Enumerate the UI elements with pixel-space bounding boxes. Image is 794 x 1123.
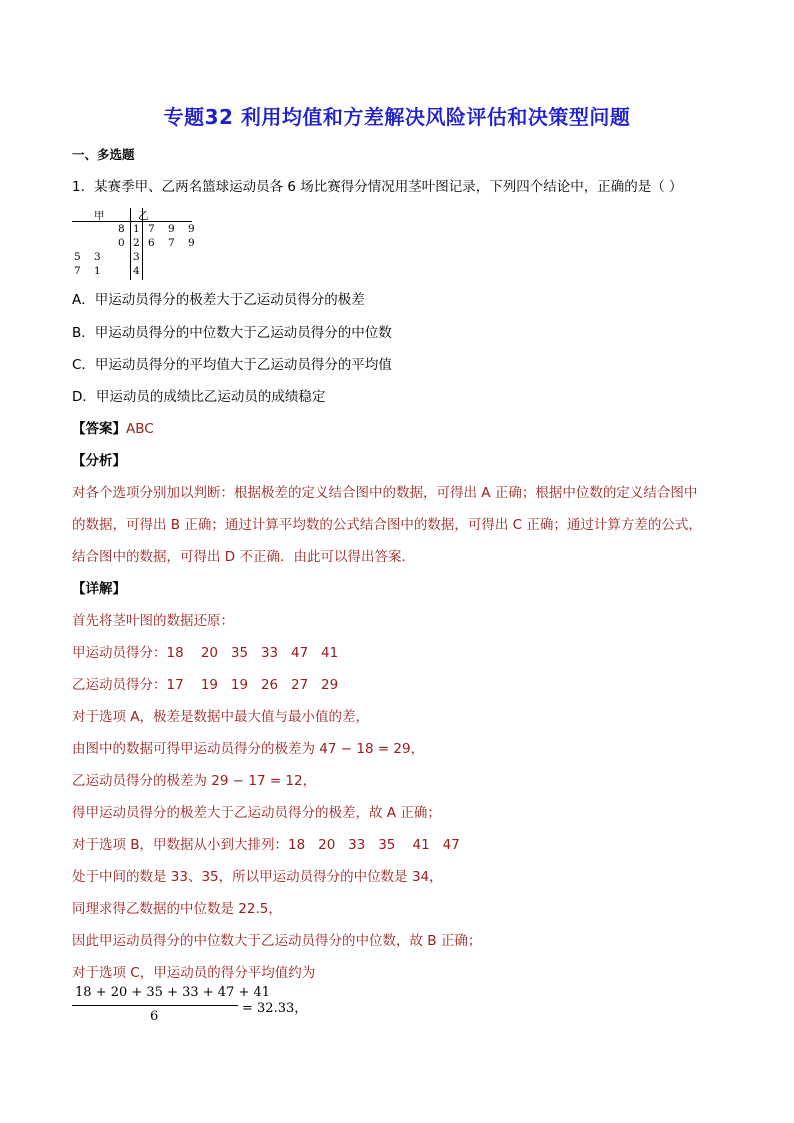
fraction-result: = 32.33， — [242, 1001, 308, 1016]
page-title: 专题32 利用均值和方差解决风险评估和决策型问题 — [163, 105, 631, 129]
stem-leaf-left: 5 3 — [74, 251, 101, 263]
stem-leaf-right: 7 9 9 — [148, 223, 195, 235]
detail-line: 甲运动员得分：18 20 35 33 47 41 — [72, 645, 339, 661]
stem-leaf-stem: 3 — [133, 251, 140, 263]
option-c: C．甲运动员得分的平均值大于乙运动员得分的平均值 — [72, 357, 392, 373]
stem-leaf-left: 0 — [118, 237, 125, 249]
answer-line — [72, 419, 154, 439]
option-b: B．甲运动员得分的中位数大于乙运动员得分的中位数 — [72, 325, 392, 341]
detail-line: 乙运动员得分：17 19 19 26 27 29 — [72, 677, 339, 693]
stem-leaf-right: 6 7 9 — [148, 237, 195, 249]
stem-leaf-stem: 2 — [133, 237, 140, 249]
detail-line: 对于选项 A，极差是数据中最大值与最小值的差， — [72, 709, 370, 725]
fraction-bar — [72, 1005, 238, 1006]
stem-leaf-head-left: 甲 — [94, 210, 105, 222]
detail-line: 乙运动员得分的极差为 29 − 17 = 12， — [72, 773, 317, 789]
analysis-line: 对各个选项分别加以判断：根据极差的定义结合图中的数据，可得出 A 正确；根据中位数的定义结合图中 — [72, 485, 698, 501]
analysis-line: 的数据，可得出 B 正确；通过计算平均数的公式结合图中的数据，可得出 C 正确；通过计算方差的公式， — [72, 517, 702, 533]
stem-leaf-left: 8 — [118, 223, 125, 235]
stem-leaf-divider-left — [130, 208, 131, 280]
fraction-numerator: 18 + 20 + 35 + 33 + 47 + 41 — [75, 985, 271, 1000]
stem-leaf-stem: 4 — [133, 265, 140, 277]
analysis-label: 【分析】 — [72, 453, 126, 469]
option-d: D．甲运动员的成绩比乙运动员的成绩稳定 — [72, 389, 326, 405]
detail-line: 对于选项 C，甲运动员的得分平均值约为 — [72, 965, 316, 981]
detail-line: 同理求得乙数据的中位数是 22.5， — [72, 901, 282, 917]
stem-leaf-header-rule — [72, 208, 192, 222]
stem-leaf-stem: 1 — [133, 223, 140, 235]
section-heading: 一、多选题 — [72, 147, 135, 162]
stem-leaf-plot — [72, 208, 202, 280]
detail-line: 处于中间的数是 33、35，所以甲运动员得分的中位数是 34， — [72, 869, 443, 885]
analysis-line: 结合图中的数据，可得出 D 不正确．由此可以得出答案． — [72, 549, 415, 565]
detail-line: 对于选项 B，甲数据从小到大排列：18 20 33 35 41 47 — [72, 837, 460, 853]
detail-label: 【详解】 — [72, 581, 126, 597]
detail-line: 由图中的数据可得甲运动员得分的极差为 47 − 18 = 29， — [72, 741, 425, 757]
option-a: A．甲运动员得分的极差大于乙运动员得分的极差 — [72, 292, 365, 308]
detail-line: 得甲运动员得分的极差大于乙运动员得分的极差，故 A 正确； — [72, 805, 441, 821]
answer-value: ABC — [126, 421, 154, 437]
question-text: 1．某赛季甲、乙两名篮球运动员各 6 场比赛得分情况用茎叶图记录，下列四个结论中，正确的是（ ） — [72, 179, 683, 195]
answer-label: 【答案】 — [72, 421, 126, 437]
stem-leaf-head-right: 乙 — [138, 210, 149, 222]
detail-line: 因此甲运动员得分的中位数大于乙运动员得分的中位数，故 B 正确； — [72, 933, 482, 949]
stem-leaf-left: 7 1 — [74, 265, 101, 277]
fraction-denominator: 6 — [150, 1009, 159, 1024]
detail-line: 首先将茎叶图的数据还原： — [72, 613, 234, 629]
